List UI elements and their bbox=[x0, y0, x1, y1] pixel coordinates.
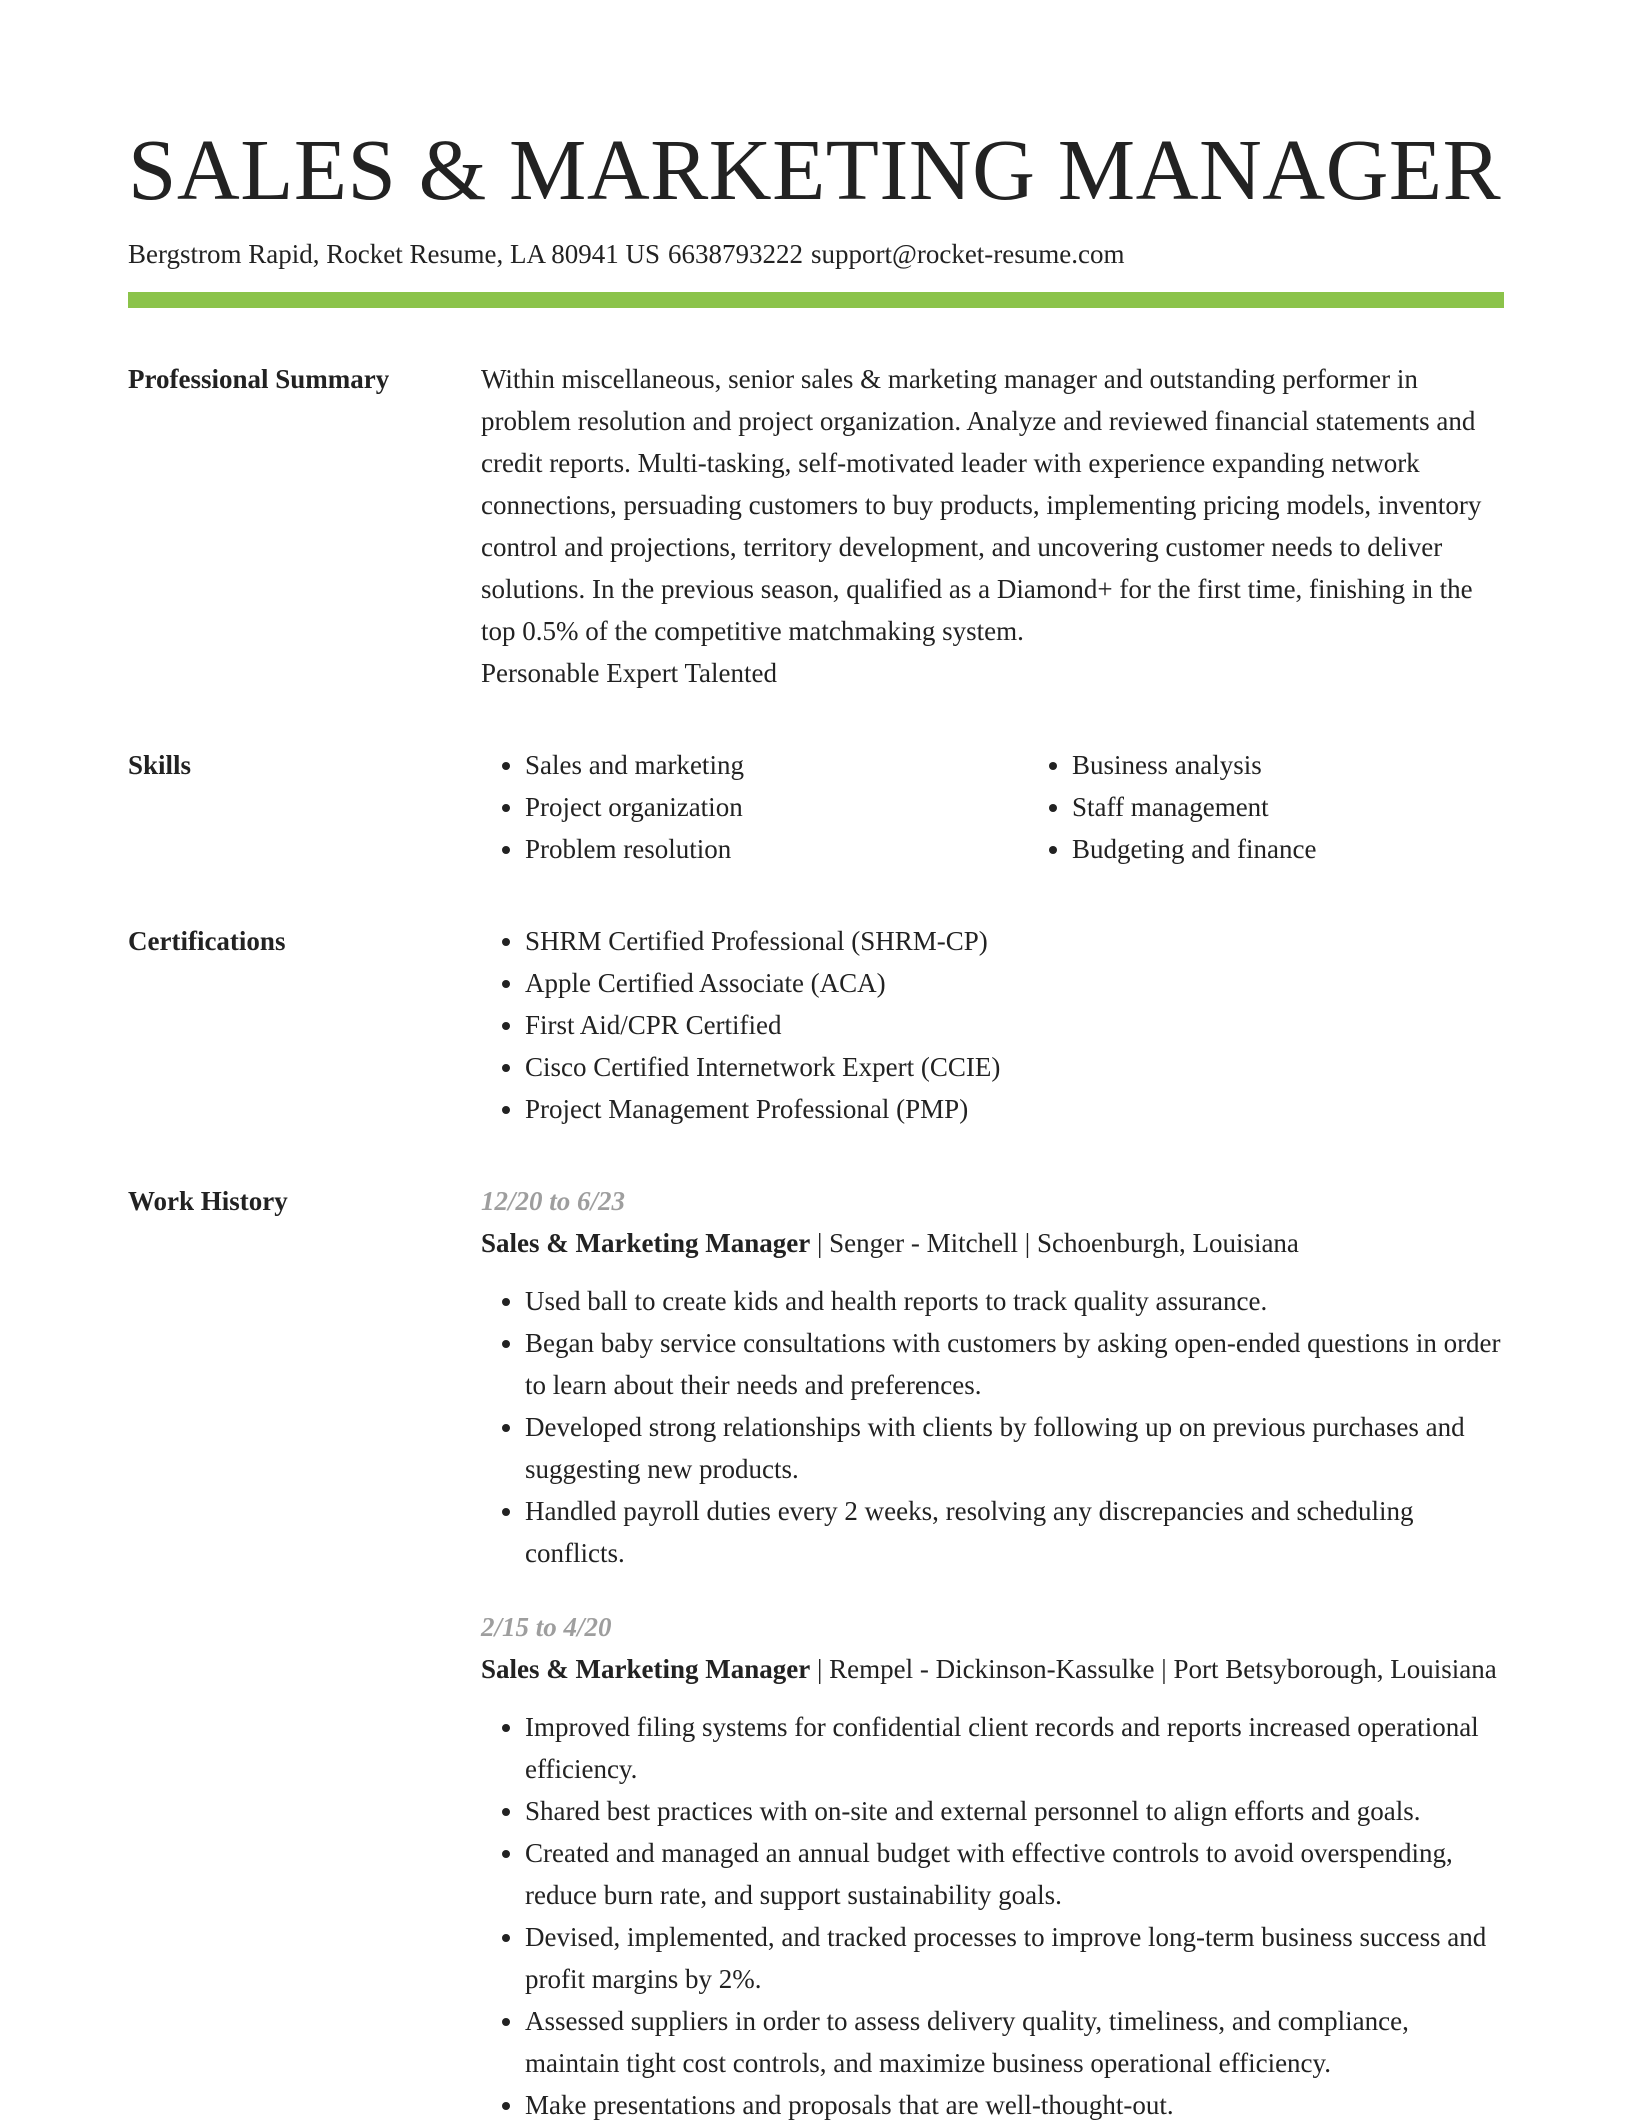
job-bullet: • Shared best practices with on-site and external personnel to align efforts and goals. bbox=[525, 1790, 1504, 1832]
work-history-body bbox=[481, 1180, 1504, 2126]
skills-list-left bbox=[481, 744, 1028, 870]
job-details: | Rempel - Dickinson-Kassulke | Port Betsyborough, Louisiana bbox=[810, 1654, 1497, 1684]
certifications-list bbox=[481, 920, 1504, 1130]
job-bullet: • Devised, implemented, and tracked processes to improve long-term business success and profit margins by 2%. bbox=[525, 1916, 1504, 2000]
summary-body bbox=[481, 358, 1504, 694]
certifications-section bbox=[128, 920, 1504, 1130]
contact-address: Bergstrom Rapid, Rocket Resume, LA 80941 US bbox=[128, 239, 660, 269]
job-bullet: • Handled payroll duties every 2 weeks, resolving any discrepancies and scheduling conflicts. bbox=[525, 1490, 1504, 1574]
job-bullet: • Developed strong relationships with clients by following up on previous purchases and suggesting new products. bbox=[525, 1406, 1504, 1490]
certifications-heading: Certifications bbox=[128, 926, 286, 956]
contact-line bbox=[128, 236, 1504, 272]
skill-item: • Budgeting and finance bbox=[1072, 828, 1575, 870]
job-bullet: • Assessed suppliers in order to assess delivery quality, timeliness, and compliance, maintain tight cost controls, and maximize business operational efficiency. bbox=[525, 2000, 1504, 2084]
certification-item: • SHRM Certified Professional (SHRM-CP) bbox=[525, 920, 1504, 962]
skills-list-right bbox=[1028, 744, 1575, 870]
skill-item: • Project organization bbox=[525, 786, 1028, 828]
job-dates: 12/20 to 6/23 bbox=[481, 1186, 626, 1216]
summary-text: Within miscellaneous, senior sales & marketing manager and outstanding performer in problem resolution and project organization. Analyze and reviewed financial statements and credit reports. Multi-tasking, self-motivated leader with experience expanding network connections, persuading customers to buy products, implementing pricing models, inventory control and projections, territory development, and uncovering customer needs to deliver solutions. In the previous season, qualified as a Diamond+ for the first time, finishing in the top 0.5% of the competitive matchmaking system. bbox=[481, 364, 1482, 646]
work-history-heading: Work History bbox=[128, 1186, 288, 1216]
job-bullet: • Make presentations and proposals that are well-thought-out. bbox=[525, 2084, 1504, 2126]
skills-section bbox=[128, 744, 1504, 870]
contact-phone: 6638793222 bbox=[667, 239, 803, 269]
job-bullets bbox=[481, 1706, 1504, 2126]
skill-item: • Sales and marketing bbox=[525, 744, 1028, 786]
job-heading bbox=[481, 1222, 1504, 1264]
summary-heading: Professional Summary bbox=[128, 364, 390, 394]
job-bullet: • Created and managed an annual budget with effective controls to avoid overspending, reduce burn rate, and support sustainability goals. bbox=[525, 1832, 1504, 1916]
contact-email: support@rocket-resume.com bbox=[810, 239, 1125, 269]
skill-item: • Problem resolution bbox=[525, 828, 1028, 870]
certification-item: • First Aid/CPR Certified bbox=[525, 1004, 1504, 1046]
job-entry bbox=[481, 1606, 1504, 2126]
certification-item: • Apple Certified Associate (ACA) bbox=[525, 962, 1504, 1004]
skills-grid bbox=[481, 744, 1504, 870]
work-history-section bbox=[128, 1180, 1504, 2126]
skills-heading: Skills bbox=[128, 750, 192, 780]
job-entry bbox=[481, 1180, 1504, 1574]
skill-item: • Staff management bbox=[1072, 786, 1575, 828]
job-title: Sales & Marketing Manager bbox=[481, 1228, 811, 1258]
job-bullets bbox=[481, 1280, 1504, 1574]
job-heading bbox=[481, 1648, 1504, 1690]
job-dates: 2/15 to 4/20 bbox=[481, 1612, 612, 1642]
certifications-body bbox=[481, 920, 1504, 1130]
certification-item: • Cisco Certified Internetwork Expert (CCIE) bbox=[525, 1046, 1504, 1088]
job-bullet: • Used ball to create kids and health reports to track quality assurance. bbox=[525, 1280, 1504, 1322]
job-bullet: • Began baby service consultations with customers by asking open-ended questions in order to learn about their needs and preferences. bbox=[525, 1322, 1504, 1406]
summary-section bbox=[128, 358, 1504, 694]
accent-divider bbox=[128, 292, 1504, 308]
skill-item: • Business analysis bbox=[1072, 744, 1575, 786]
resume-title: SALES & MARKETING MANAGER bbox=[128, 121, 1502, 218]
summary-traits: Personable Expert Talented bbox=[481, 658, 778, 688]
job-details: | Senger - Mitchell | Schoenburgh, Louisiana bbox=[810, 1228, 1299, 1258]
job-bullet: • Improved filing systems for confidential client records and reports increased operational efficiency. bbox=[525, 1706, 1504, 1790]
job-title: Sales & Marketing Manager bbox=[481, 1654, 811, 1684]
certification-item: • Project Management Professional (PMP) bbox=[525, 1088, 1504, 1130]
